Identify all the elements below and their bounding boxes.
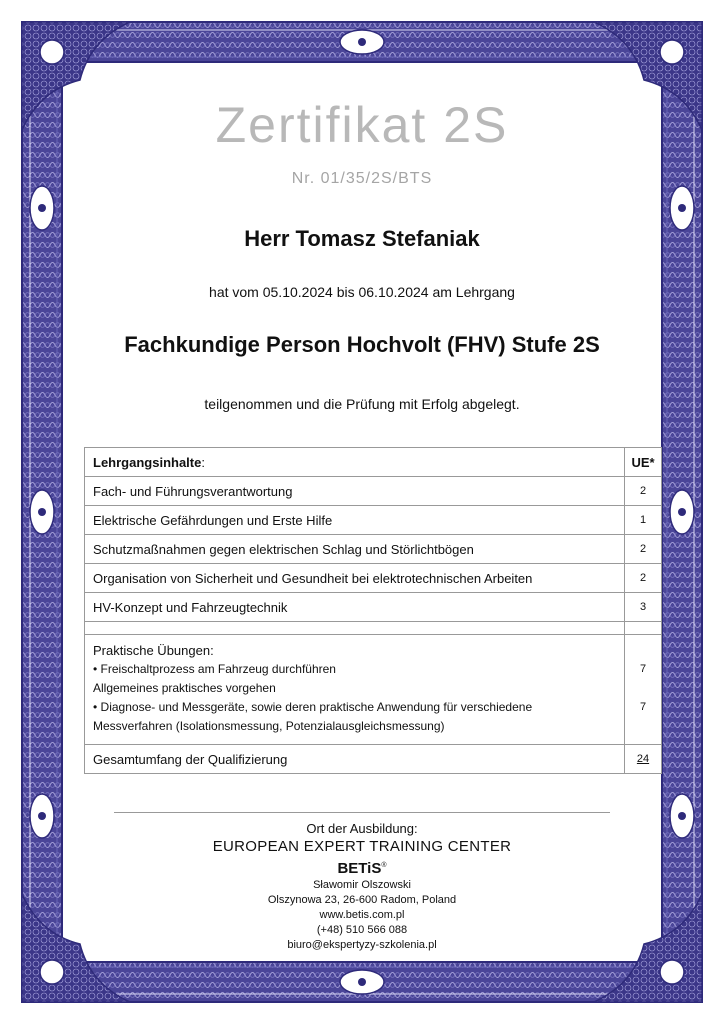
practical-ue-1: 7 (639, 663, 647, 675)
table-header-ue: UE* (625, 448, 662, 477)
row-ue: 2 (625, 535, 662, 564)
brand-name: BETiS® (337, 860, 387, 877)
training-location-block (0, 818, 724, 953)
practical-content (85, 635, 625, 745)
table-spacer-row (85, 622, 662, 635)
row-label: Organisation von Sicherheit und Gesundheit bei elektrotechnischen Arbeiten (85, 564, 625, 593)
table-row (85, 506, 662, 535)
practical-line: Allgemeines praktisches vorgehen (93, 681, 276, 695)
row-ue: 3 (625, 593, 662, 622)
email: biuro@ekspertyzy-szkolenia.pl (287, 939, 437, 951)
course-date-line: hat vom 05.10.2024 bis 06.10.2024 am Lehrgang (209, 284, 515, 300)
footer-divider (114, 812, 610, 813)
table-row (85, 477, 662, 506)
practical-row (85, 635, 662, 745)
practical-title: Praktische Übungen: (93, 643, 214, 658)
table-row (85, 593, 662, 622)
registered-mark: ® (381, 862, 387, 869)
certificate-title: Zertifikat 2S (215, 97, 509, 153)
row-label: Fach- und Führungsverantwortung (85, 477, 625, 506)
practical-line: Messverfahren (Isolationsmessung, Potenzialausgleichsmessung) (93, 719, 445, 733)
location-label: Ort der Ausbildung: (306, 821, 418, 836)
row-ue: 1 (625, 506, 662, 535)
course-contents-table (84, 447, 662, 774)
passed-statement: teilgenommen und die Prüfung mit Erfolg abgelegt. (204, 396, 520, 412)
table-header-row (85, 448, 662, 477)
practical-line: • Freischaltprozess am Fahrzeug durchführen (93, 662, 336, 676)
address: Olszynowa 23, 26-600 Radom, Poland (267, 894, 457, 906)
table-row (85, 564, 662, 593)
table-header-label: Lehrgangsinhalte: (85, 448, 625, 477)
phone: (+48) 510 566 088 (316, 924, 408, 936)
recipient-name: Herr Tomasz Stefaniak (244, 226, 480, 251)
row-label: Schutzmaßnahmen gegen elektrischen Schlag und Störlichtbögen (85, 535, 625, 564)
website: www.betis.com.pl (319, 909, 405, 921)
row-ue: 2 (625, 477, 662, 506)
total-ue: 24 (625, 745, 662, 774)
practical-ue (625, 635, 662, 745)
total-row (85, 745, 662, 774)
practical-ue-2: 7 (639, 701, 647, 713)
practical-line: • Diagnose- und Messgeräte, sowie deren praktische Anwendung für verschiedene (93, 700, 533, 714)
row-ue: 2 (625, 564, 662, 593)
row-label: Elektrische Gefährdungen und Erste Hilfe (85, 506, 625, 535)
total-label: Gesamtumfang der Qualifizierung (85, 745, 625, 774)
certificate-number: Nr. 01/35/2S/BTS (291, 170, 433, 187)
training-center-name: EUROPEAN EXPERT TRAINING CENTER (212, 838, 512, 855)
row-label: HV-Konzept und Fahrzeugtechnik (85, 593, 625, 622)
contact-person: Sławomir Olszowski (313, 879, 411, 891)
table-row (85, 535, 662, 564)
course-name: Fachkundige Person Hochvolt (FHV) Stufe 2S (124, 332, 600, 357)
